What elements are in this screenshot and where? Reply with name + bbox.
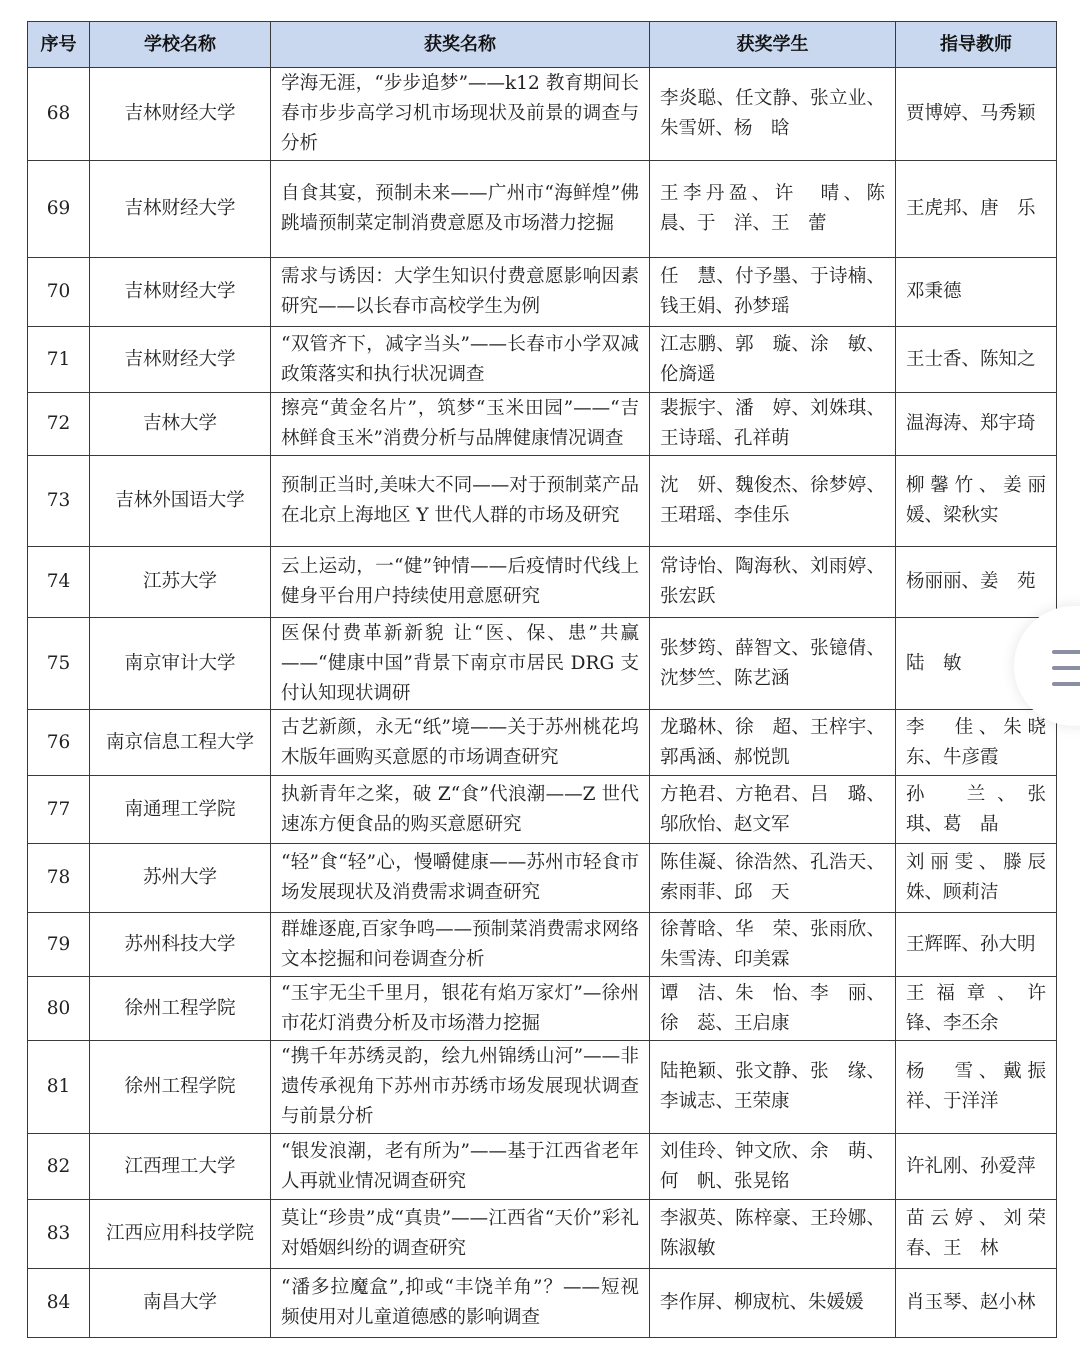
cell-title: 医保付费革新新貌 让“医、保、患”共赢——“健康中国”背景下南京市居民 DRG 支付认知现状调研 xyxy=(271,618,650,710)
cell-title: 古艺新颜，永无“纸”境——关于苏州桃花坞木版年画购买意愿的市场调查研究 xyxy=(271,710,650,776)
cell-students: 常诗怡、陶海秋、刘雨婷、张宏跃 xyxy=(650,547,896,618)
awards-table xyxy=(27,21,1065,1338)
cell-no: 74 xyxy=(28,547,90,618)
cell-no: 82 xyxy=(28,1134,90,1200)
cell-school: 南京审计大学 xyxy=(90,618,271,710)
cell-school: 徐州工程学院 xyxy=(90,977,271,1041)
cell-no: 75 xyxy=(28,618,90,710)
cell-teachers: 刘丽雯、滕辰姝、顾莉洁 xyxy=(896,844,1057,913)
cell-no: 79 xyxy=(28,913,90,977)
cell-title: “双管齐下，减字当头”——长春市小学双减政策落实和执行状况调查 xyxy=(271,327,650,393)
cell-teachers: 贾博婷、马秀颖 xyxy=(896,68,1057,161)
table-row xyxy=(28,618,1057,710)
table-row xyxy=(28,913,1057,977)
cell-no: 84 xyxy=(28,1269,90,1338)
cell-title: “轻”食“轻”心，慢嚼健康——苏州市轻食市场发展现状及消费需求调查研究 xyxy=(271,844,650,913)
menu-icon[interactable] xyxy=(1052,650,1080,686)
cell-school: 江苏大学 xyxy=(90,547,271,618)
cell-school: 吉林财经大学 xyxy=(90,161,271,258)
table-row xyxy=(28,258,1057,327)
cell-teachers: 陆 敏 xyxy=(896,618,1057,710)
cell-students: 王李丹盈、许 晴、陈 晨、于 洋、王 蕾 xyxy=(650,161,896,258)
cell-title: 执新青年之桨，破 Z“食”代浪潮——Z 世代速冻方便食品的购买意愿研究 xyxy=(271,776,650,844)
cell-no: 80 xyxy=(28,977,90,1041)
header-students: 获奖学生 xyxy=(650,22,896,68)
cell-students: 李炎聪、任文静、张立业、朱雪妍、杨 晗 xyxy=(650,68,896,161)
cell-no: 72 xyxy=(28,393,90,456)
cell-teachers: 柳馨竹、姜丽媛、梁秋实 xyxy=(896,456,1057,547)
cell-title: 学海无涯，“步步追梦”——k12 教育期间长春市步步高学习机市场现状及前景的调查与分析 xyxy=(271,68,650,161)
table-row xyxy=(28,1134,1057,1200)
cell-students: 裴振宇、潘 婷、刘姝琪、王诗瑶、孔祥萌 xyxy=(650,393,896,456)
cell-students: 陆艳颖、张文静、张 缘、李诚志、王荣康 xyxy=(650,1041,896,1134)
table-row xyxy=(28,776,1057,844)
cell-school: 南通理工学院 xyxy=(90,776,271,844)
cell-school: 苏州大学 xyxy=(90,844,271,913)
cell-title: “携千年苏绣灵韵，绘九州锦绣山河”——非遗传承视角下苏州市苏绣市场发展现状调查与前景分析 xyxy=(271,1041,650,1134)
cell-students: 李作屏、柳宬杭、朱媛媛 xyxy=(650,1269,896,1338)
cell-school: 南京信息工程大学 xyxy=(90,710,271,776)
table-row xyxy=(28,844,1057,913)
cell-no: 70 xyxy=(28,258,90,327)
cell-school: 吉林财经大学 xyxy=(90,68,271,161)
cell-no: 71 xyxy=(28,327,90,393)
header-teachers: 指导教师 xyxy=(896,22,1057,68)
table-row xyxy=(28,393,1057,456)
cell-school: 南昌大学 xyxy=(90,1269,271,1338)
table-row xyxy=(28,977,1057,1041)
cell-students: 陈佳凝、徐浩然、孔浩天、索雨菲、邱 天 xyxy=(650,844,896,913)
cell-students: 龙璐林、徐 超、王梓宇、郭禹涵、郝悦凯 xyxy=(650,710,896,776)
cell-title: 莫让“珍贵”成“真贵”——江西省“天价”彩礼对婚姻纠纷的调查研究 xyxy=(271,1200,650,1269)
cell-teachers: 王辉晖、孙大明 xyxy=(896,913,1057,977)
cell-no: 73 xyxy=(28,456,90,547)
table-row xyxy=(28,68,1057,161)
cell-students: 李淑英、陈梓豪、王玲娜、陈淑敏 xyxy=(650,1200,896,1269)
header-title: 获奖名称 xyxy=(271,22,650,68)
cell-teachers: 孙 兰、张 琪、葛 晶 xyxy=(896,776,1057,844)
table-row xyxy=(28,1269,1057,1338)
cell-no: 81 xyxy=(28,1041,90,1134)
cell-title: “潘多拉魔盒”,抑或“丰饶羊角”？——短视频使用对儿童道德感的影响调查 xyxy=(271,1269,650,1338)
cell-school: 苏州科技大学 xyxy=(90,913,271,977)
cell-students: 徐菁晗、华 荣、张雨欣、朱雪涛、印美霖 xyxy=(650,913,896,977)
cell-students: 刘佳玲、钟文欣、余 萌、何 帆、张晃铭 xyxy=(650,1134,896,1200)
cell-title: 自食其宴，预制未来——广州市“海鲜煌”佛跳墙预制菜定制消费意愿及市场潜力挖掘 xyxy=(271,161,650,258)
cell-students: 张梦筠、薛智文、张镱倩、沈梦竺、陈艺涵 xyxy=(650,618,896,710)
cell-teachers: 王士香、陈知之 xyxy=(896,327,1057,393)
cell-teachers: 肖玉琴、赵小林 xyxy=(896,1269,1057,1338)
cell-school: 徐州工程学院 xyxy=(90,1041,271,1134)
cell-school: 吉林财经大学 xyxy=(90,258,271,327)
cell-school: 吉林外国语大学 xyxy=(90,456,271,547)
cell-title: 擦亮“黄金名片”，筑梦“玉米田园”——“吉林鲜食玉米”消费分析与品牌健康情况调查 xyxy=(271,393,650,456)
table-row xyxy=(28,710,1057,776)
cell-students: 谭 洁、朱 怡、李 丽、徐 蕊、王启康 xyxy=(650,977,896,1041)
cell-title: “玉宇无尘千里月，银花有焰万家灯”—徐州市花灯消费分析及市场潜力挖掘 xyxy=(271,977,650,1041)
cell-school: 江西理工大学 xyxy=(90,1134,271,1200)
table-row xyxy=(28,1041,1057,1134)
cell-title: 群雄逐鹿,百家争鸣——预制菜消费需求网络文本挖掘和问卷调查分析 xyxy=(271,913,650,977)
cell-teachers: 李 佳、朱晓东、牛彦霞 xyxy=(896,710,1057,776)
cell-school: 吉林财经大学 xyxy=(90,327,271,393)
cell-school: 江西应用科技学院 xyxy=(90,1200,271,1269)
cell-title: “银发浪潮，老有所为”——基于江西省老年人再就业情况调查研究 xyxy=(271,1134,650,1200)
cell-teachers: 许礼刚、孙爱萍 xyxy=(896,1134,1057,1200)
cell-teachers: 邓秉德 xyxy=(896,258,1057,327)
cell-teachers: 王虎邦、唐 乐 xyxy=(896,161,1057,258)
cell-teachers: 杨丽丽、姜 苑 xyxy=(896,547,1057,618)
cell-students: 沈 妍、魏俊杰、徐梦婷、王珺瑶、李佳乐 xyxy=(650,456,896,547)
cell-title: 预制正当时,美味大不同——对于预制菜产品在北京上海地区 Y 世代人群的市场及研究 xyxy=(271,456,650,547)
cell-no: 77 xyxy=(28,776,90,844)
cell-teachers: 王福章、许 锋、李丕余 xyxy=(896,977,1057,1041)
cell-students: 江志鹏、郭 璇、涂 敏、伦旖遥 xyxy=(650,327,896,393)
table-row xyxy=(28,161,1057,258)
cell-teachers: 温海涛、郑宇琦 xyxy=(896,393,1057,456)
table-row xyxy=(28,456,1057,547)
header-school: 学校名称 xyxy=(90,22,271,68)
cell-title: 需求与诱因：大学生知识付费意愿影响因素研究——以长春市高校学生为例 xyxy=(271,258,650,327)
cell-no: 83 xyxy=(28,1200,90,1269)
cell-no: 68 xyxy=(28,68,90,161)
cell-no: 76 xyxy=(28,710,90,776)
cell-teachers: 苗云婷、刘荣春、王 林 xyxy=(896,1200,1057,1269)
cell-teachers: 杨 雪、戴振祥、于洋洋 xyxy=(896,1041,1057,1134)
table-row xyxy=(28,1200,1057,1269)
table-body xyxy=(28,68,1065,1338)
cell-title: 云上运动，一“健”钟情——后疫情时代线上健身平台用户持续使用意愿研究 xyxy=(271,547,650,618)
header-row xyxy=(28,22,1057,68)
cell-students: 方艳君、方艳君、吕 璐、邬欣怡、赵文军 xyxy=(650,776,896,844)
header-no: 序号 xyxy=(28,22,90,68)
table-row xyxy=(28,547,1057,618)
table-row xyxy=(28,327,1057,393)
cell-no: 78 xyxy=(28,844,90,913)
cell-students: 任 慧、付予墨、于诗楠、钱王娟、孙梦瑶 xyxy=(650,258,896,327)
cell-school: 吉林大学 xyxy=(90,393,271,456)
cell-no: 69 xyxy=(28,161,90,258)
